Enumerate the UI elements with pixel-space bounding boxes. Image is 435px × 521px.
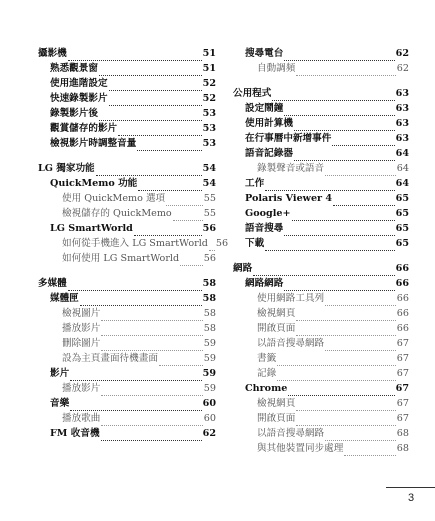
toc-entry-page: 63 xyxy=(395,88,409,99)
dot-leader xyxy=(265,246,394,251)
toc-entry-page: 67 xyxy=(396,368,409,379)
toc-right-column xyxy=(233,46,409,456)
dot-leader xyxy=(344,451,395,456)
toc-entry-page: 63 xyxy=(395,118,409,129)
toc-entry-title: 語音搜尋 xyxy=(245,223,284,234)
toc-entry-title: 播放歌曲 xyxy=(62,413,101,424)
toc-entry-title: 快速錄製影片 xyxy=(50,93,108,104)
toc-entry-title: 刪除圖片 xyxy=(62,338,101,349)
toc-section[interactable] xyxy=(38,426,216,441)
toc-section[interactable] xyxy=(38,61,216,76)
toc-entry-page: 58 xyxy=(203,308,216,319)
toc-entry-title: 錄製影片後 xyxy=(50,108,98,119)
toc-section[interactable] xyxy=(233,221,409,236)
toc-entry-page: 65 xyxy=(395,193,409,204)
toc-entry-title: 攝影機 xyxy=(38,48,67,59)
toc-entry-title: 使用 QuickMemo 選項 xyxy=(62,193,166,204)
toc-entry-title: 觀賞儲存的影片 xyxy=(50,123,118,134)
toc-entry-page: 56 xyxy=(215,238,229,249)
toc-entry-page: 56 xyxy=(203,253,216,264)
toc-entry-title: 自動調頻 xyxy=(257,63,296,74)
toc-entry-page: 62 xyxy=(396,63,409,74)
toc-entry-page: 51 xyxy=(202,63,216,74)
footer-rule xyxy=(386,487,435,488)
toc-entry-title: 下載 xyxy=(245,238,265,249)
dot-leader xyxy=(272,96,394,101)
toc-section[interactable] xyxy=(233,176,409,191)
toc-entry-title: 播放影片 xyxy=(62,383,101,394)
toc-entry-page: 62 xyxy=(395,48,409,59)
toc-section[interactable] xyxy=(38,76,216,91)
toc-subsection[interactable] xyxy=(38,206,216,221)
dot-leader xyxy=(284,56,394,61)
dot-leader xyxy=(277,361,396,366)
toc-chapter[interactable] xyxy=(233,261,409,276)
toc-entry-title: LG SmartWorld xyxy=(50,223,133,234)
dot-leader xyxy=(325,346,396,351)
toc-entry-page: 59 xyxy=(203,353,216,364)
toc-entry-page: 64 xyxy=(395,148,409,159)
toc-subsection[interactable] xyxy=(233,351,409,366)
dot-leader xyxy=(101,391,202,396)
dot-leader xyxy=(325,301,396,306)
toc-entry-page: 54 xyxy=(202,178,216,189)
toc-entry-page: 54 xyxy=(202,163,216,174)
toc-section[interactable] xyxy=(233,191,409,206)
toc-section[interactable] xyxy=(233,236,409,251)
toc-subsection[interactable] xyxy=(233,61,409,76)
toc-entry-page: 68 xyxy=(396,428,409,439)
toc-entry-page: 66 xyxy=(395,263,409,274)
toc-entry-title: 媒體匣 xyxy=(50,293,79,304)
toc-entry-page: 65 xyxy=(395,208,409,219)
toc-entry-title: 記錄 xyxy=(257,368,277,379)
toc-section[interactable] xyxy=(38,396,216,411)
toc-entry-page: 65 xyxy=(395,223,409,234)
toc-subsection[interactable] xyxy=(233,441,409,456)
toc-entry-page: 59 xyxy=(203,383,216,394)
toc-entry-title: 如何使用 LG SmartWorld xyxy=(62,253,180,264)
toc-entry-title: 檢視影片時調整音量 xyxy=(50,138,137,149)
toc-section[interactable] xyxy=(38,121,216,136)
toc-section[interactable] xyxy=(38,366,216,381)
toc-entry-page: 66 xyxy=(395,278,409,289)
section-gap xyxy=(233,251,409,261)
toc-entry-page: 60 xyxy=(202,398,216,409)
dot-leader xyxy=(101,436,202,441)
toc-section[interactable] xyxy=(233,276,409,291)
toc-entry-page: 62 xyxy=(202,428,216,439)
toc-entry-title: 設為主頁畫面待機畫面 xyxy=(62,353,158,364)
toc-entry-page: 66 xyxy=(396,308,409,319)
toc-entry-page: 65 xyxy=(395,238,409,249)
toc-subsection[interactable] xyxy=(233,396,409,411)
toc-section[interactable] xyxy=(38,176,216,191)
toc-subsection[interactable] xyxy=(38,321,216,336)
toc-entry-title: 影片 xyxy=(50,368,70,379)
dot-leader xyxy=(284,231,394,236)
toc-entry-title: 公用程式 xyxy=(233,88,272,99)
dot-leader xyxy=(109,101,202,106)
toc-entry-title: 書籤 xyxy=(257,353,277,364)
toc-entry-page: 67 xyxy=(396,338,409,349)
toc-chapter[interactable] xyxy=(233,86,409,101)
toc-entry-title: 使用進階設定 xyxy=(50,78,108,89)
toc-entry-title: 工作 xyxy=(245,178,265,189)
toc-subsection[interactable] xyxy=(233,291,409,306)
dot-leader xyxy=(288,391,394,396)
dot-leader xyxy=(68,286,202,291)
toc-subsection[interactable] xyxy=(233,366,409,381)
toc-entry-title: 檢視網頁 xyxy=(257,398,296,409)
toc-entry-page: 58 xyxy=(202,278,216,289)
toc-subsection[interactable] xyxy=(233,321,409,336)
toc-entry-title: 以語音搜尋網路 xyxy=(257,338,325,349)
toc-entry-page: 67 xyxy=(395,383,409,394)
dot-leader xyxy=(173,216,203,221)
toc-entry-title: 在行事曆中新增事件 xyxy=(245,133,332,144)
toc-entry-page: 64 xyxy=(395,178,409,189)
toc-entry-page: 58 xyxy=(202,293,216,304)
dot-leader xyxy=(296,406,395,411)
toc-entry-title: QuickMemo 功能 xyxy=(50,178,138,189)
toc-entry-page: 64 xyxy=(396,163,409,174)
toc-entry-page: 53 xyxy=(202,138,216,149)
toc-entry-page: 55 xyxy=(203,193,216,204)
toc-section[interactable] xyxy=(233,381,409,396)
toc-chapter[interactable] xyxy=(38,276,216,291)
toc-entry-title: 檢視儲存的 QuickMemo xyxy=(62,208,172,219)
toc-entry-page: 68 xyxy=(396,443,409,454)
dot-leader xyxy=(325,171,396,176)
toc-entry-title: 檢視圖片 xyxy=(62,308,101,319)
dot-leader xyxy=(333,201,395,206)
dot-leader xyxy=(292,216,395,221)
toc-entry-page: 63 xyxy=(395,133,409,144)
toc-chapter[interactable] xyxy=(38,161,216,176)
toc-entry-title: 網路 xyxy=(233,263,253,274)
toc-entry-title: Polaris Viewer 4 xyxy=(245,193,333,204)
toc-entry-page: 59 xyxy=(202,368,216,379)
toc-entry-title: 網路網路 xyxy=(245,278,284,289)
toc-section[interactable] xyxy=(233,116,409,131)
section-gap xyxy=(233,76,409,86)
toc-subsection[interactable] xyxy=(38,381,216,396)
toc-section[interactable] xyxy=(38,136,216,151)
toc-entry-title: 以語音搜尋網路 xyxy=(257,428,325,439)
toc-entry-title: LG 獨家功能 xyxy=(38,163,95,174)
toc-entry-page: 53 xyxy=(202,123,216,134)
toc-section[interactable] xyxy=(233,206,409,221)
dot-leader xyxy=(101,331,202,336)
toc-entry-title: 如何從手機進入 LG SmartWorld xyxy=(62,238,208,249)
toc-subsection[interactable] xyxy=(38,306,216,321)
toc-entry-title: 使用計算機 xyxy=(245,118,293,129)
toc-entry-page: 60 xyxy=(203,413,216,424)
toc-subsection[interactable] xyxy=(38,411,216,426)
dot-leader xyxy=(296,71,395,76)
toc-entry-page: 56 xyxy=(202,223,216,234)
toc-section[interactable] xyxy=(38,221,216,236)
toc-chapter[interactable] xyxy=(38,46,216,61)
toc-entry-title: 設定鬧鐘 xyxy=(245,103,284,114)
toc-section[interactable] xyxy=(38,91,216,106)
toc-subsection[interactable] xyxy=(38,251,216,266)
toc-subsection[interactable] xyxy=(233,161,409,176)
toc-entry-page: 67 xyxy=(396,353,409,364)
dot-leader xyxy=(159,361,203,366)
toc-entry-page: 67 xyxy=(396,398,409,409)
toc-section[interactable] xyxy=(38,291,216,306)
toc-entry-page: 63 xyxy=(395,103,409,114)
toc-subsection[interactable] xyxy=(233,426,409,441)
dot-leader xyxy=(99,71,202,76)
toc-entry-title: Chrome xyxy=(245,383,288,394)
toc-entry-title: 錄製聲音或語音 xyxy=(257,163,325,174)
toc-subsection[interactable] xyxy=(233,336,409,351)
dot-leader xyxy=(332,141,394,146)
toc-subsection[interactable] xyxy=(38,336,216,351)
toc-entry-title: Google+ xyxy=(245,208,291,219)
page-number: 3 xyxy=(408,492,415,504)
toc-entry-title: 使用網路工具列 xyxy=(257,293,325,304)
toc-subsection[interactable] xyxy=(38,236,229,251)
toc-section[interactable] xyxy=(233,101,409,116)
dot-leader xyxy=(284,111,394,116)
toc-entry-title: 熟悉觀景窗 xyxy=(50,63,98,74)
toc-entry-title: 音樂 xyxy=(50,398,70,409)
toc-entry-title: FM 收音機 xyxy=(50,428,100,439)
dot-leader xyxy=(101,421,202,426)
toc-section[interactable] xyxy=(38,106,216,121)
dot-leader xyxy=(296,316,395,321)
dot-leader xyxy=(101,316,202,321)
toc-subsection[interactable] xyxy=(38,351,216,366)
toc-entry-page: 52 xyxy=(202,93,216,104)
section-gap xyxy=(38,151,216,161)
dot-leader xyxy=(277,376,396,381)
toc-entry-title: 播放影片 xyxy=(62,323,101,334)
toc-entry-title: 語音記錄器 xyxy=(245,148,293,159)
toc-entry-title: 開啟頁面 xyxy=(257,323,296,334)
toc-section[interactable] xyxy=(233,131,409,146)
section-gap xyxy=(38,266,216,276)
toc-entry-page: 53 xyxy=(202,108,216,119)
dot-leader xyxy=(180,261,203,266)
toc-section[interactable] xyxy=(233,146,409,161)
toc-entry-page: 66 xyxy=(396,293,409,304)
toc-entry-page: 52 xyxy=(202,78,216,89)
toc-entry-page: 66 xyxy=(396,323,409,334)
toc-entry-page: 67 xyxy=(396,413,409,424)
toc-subsection[interactable] xyxy=(233,411,409,426)
toc-entry-title: 與其他裝置同步處理 xyxy=(257,443,344,454)
toc-entry-title: 檢視網頁 xyxy=(257,308,296,319)
toc-entry-page: 55 xyxy=(203,208,216,219)
dot-leader xyxy=(109,86,202,91)
toc-entry-page: 51 xyxy=(202,48,216,59)
toc-left-column xyxy=(38,46,229,441)
toc-entry-title: 多媒體 xyxy=(38,278,67,289)
toc-subsection[interactable] xyxy=(38,191,216,206)
toc-entry-title: 搜尋電台 xyxy=(245,48,284,59)
toc-entry-title: 開啟頁面 xyxy=(257,413,296,424)
toc-section[interactable] xyxy=(233,46,409,61)
dot-leader xyxy=(137,146,201,151)
toc-entry-page: 59 xyxy=(203,338,216,349)
toc-subsection[interactable] xyxy=(233,306,409,321)
toc-entry-page: 58 xyxy=(203,323,216,334)
